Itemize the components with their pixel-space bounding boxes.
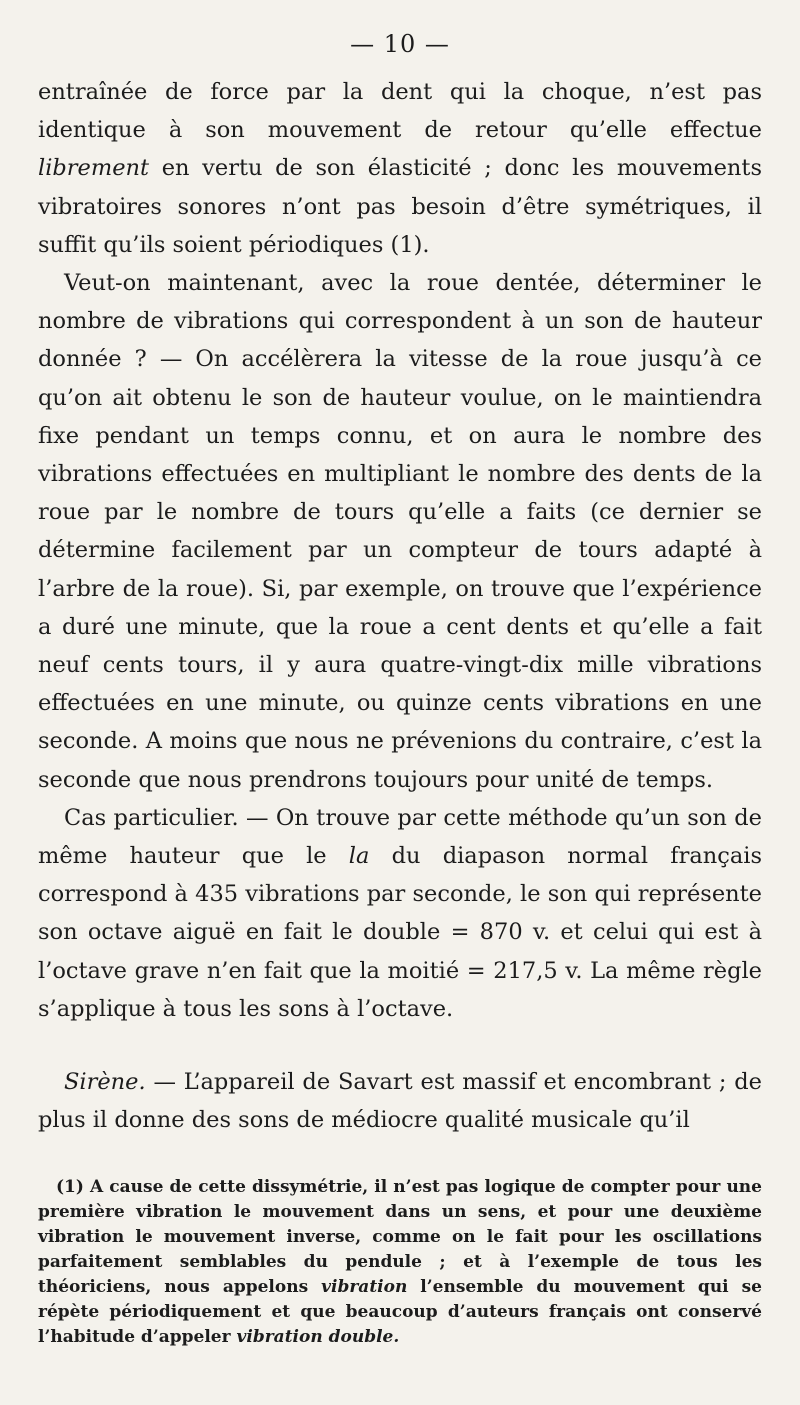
main-text <box>38 73 762 1139</box>
footnote-text: l’ensemble du mouvement qui se répète périodiquement et que beaucoup d’auteurs français ont conservé l’habitude d’appeler <box>38 1277 762 1347</box>
italic-word: vibration <box>321 1277 408 1297</box>
paragraph-continuation <box>38 73 762 264</box>
paragraph-text: — L’appareil de Savart est massif et encombrant ; de plus il donne des sons de médiocre qualité musicale qu’il <box>38 1069 762 1134</box>
paragraph-text: entraînée de force par la dent qui la choque, n’est pas identique à son mouvement de retour qu’elle effectue <box>38 79 762 144</box>
footnote <box>38 1175 762 1350</box>
paragraph-text: du diapason normal français correspond à 435 vibrations par seconde, le son qui représente son octave aiguë en fait le double = 870 v. et celui qui est à l’octave grave n’en fait que la moitié = 217,5 v. La même règle s’applique à tous les sons à l’octave. <box>38 843 762 1022</box>
footnote-block <box>38 1175 762 1350</box>
paragraph-text: Veut-on maintenant, avec la roue dentée, déterminer le nombre de vibrations qui correspondent à un son de hauteur donnée ? — On accélèrera la vitesse de la roue jusqu’à ce qu’on ait obtenu le son de hauteur voulue, on le maintiendra fixe pendant un temps connu, et on aura le nombre des vibrations effectuées en multipliant le nombre des dents de la roue par le nombre de tours qu’elle a faits (ce dernier se détermine facilement par un compteur de tours adapté à l’arbre de la roue). Si, par exemple, on trouve que l’expérience a duré une minute, que la roue a cent dents et qu’elle a fait neuf cents tours, il y aura quatre-vingt-dix mille vibrations effectuées en une minute, ou quinze cents vibrations en une seconde. A moins que nous ne prévenions du contraire, c’est la seconde que nous prendrons toujours pour unité de temps. <box>38 270 762 793</box>
italic-word: vibration double. <box>236 1327 400 1347</box>
paragraph-text: en vertu de son élasticité ; donc les mouvements vibratoires sonores n’ont pas besoin d’être symétriques, il suffit qu’ils soient périodiques (1). <box>38 155 762 258</box>
paragraph-text: Cas particulier. — On trouve par cette méthode qu’un son de même hauteur que le <box>38 804 762 870</box>
footnote-text: (1) A cause de cette dissymétrie, il n’est pas logique de compter pour une première vibration le mouvement dans un sens, et pour une deuxième vibration le mouvement inverse, comme on le fait pour les oscillations parfaitement semblables du pendule ; et à l’exemple de tous les théoriciens, nous appelons <box>38 1177 762 1297</box>
paragraph-cas-particulier <box>38 799 762 1028</box>
page-number: — 10 — <box>350 30 450 58</box>
paragraph-sirene <box>38 1063 762 1139</box>
italic-word: librement <box>38 155 150 182</box>
paragraph-roue-dentee <box>38 264 762 799</box>
section-heading: Sirène. <box>64 1069 146 1096</box>
italic-word: la <box>348 843 370 870</box>
